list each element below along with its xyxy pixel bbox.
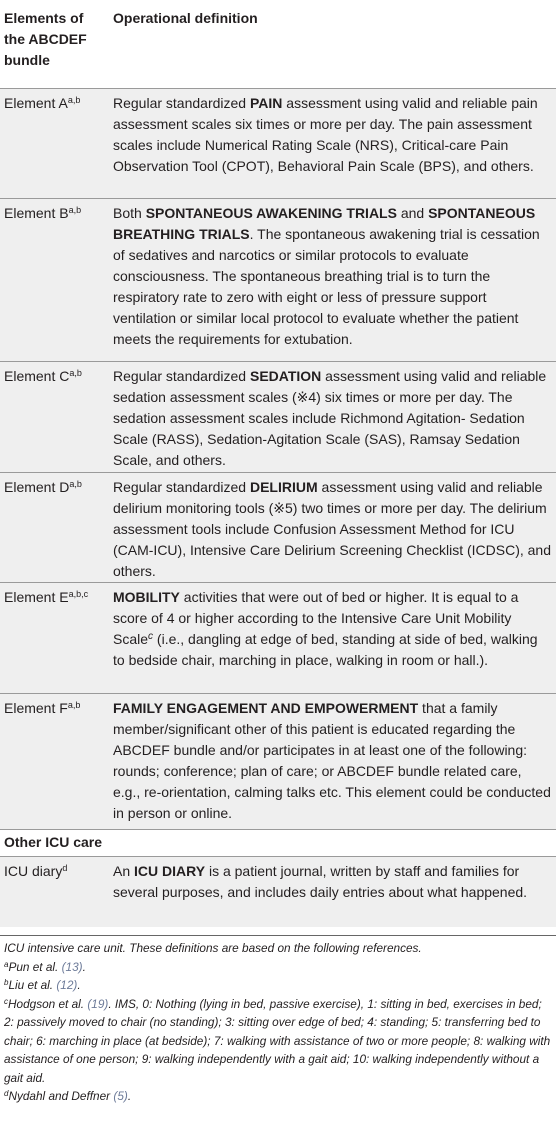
element-name xyxy=(4,587,109,608)
footnote-a-end: . xyxy=(82,959,86,974)
footnote-intro: ICU intensive care unit. These definitions are based on the following references. xyxy=(4,941,422,955)
definition-text: Regular standardized xyxy=(113,479,250,495)
inline-superscript: c xyxy=(148,631,154,642)
header-col1-line1: Elements of xyxy=(4,10,84,26)
emphasized-term: FAMILY ENGAGEMENT AND EMPOWERMENT xyxy=(113,700,419,716)
definition-text: activities that were out of bed or higher. It is equal to a score of 4 or higher according to the Intensive Care Unit Mobility Scale xyxy=(113,589,519,647)
header-definition-column: Operational definition xyxy=(113,10,258,26)
section-heading-other-icu-care: Other ICU care xyxy=(4,834,103,850)
definition-text: assessment using valid and reliable delirium monitoring tools (※5) two times or more per day. The delirium assessment tools include Confusion Assessment Method for ICU (CAM-ICU), Intensive Care Delirium Screening Checklist (ICDSC), and others. xyxy=(113,479,552,579)
reference-superscript: a,b xyxy=(68,205,82,215)
element-label: Element A xyxy=(4,95,68,111)
definition-text: assessment using valid and reliable sedation assessment scales (※4) six times or more per day. The sedation assessment scales include Richmond Agitation- Sedation Scale (RASS), Sedation-Agitation Scale (SAS), Ramsay Sedation Scale, and others. xyxy=(113,368,547,468)
reference-superscript: a,b xyxy=(67,95,81,105)
element-name xyxy=(4,477,109,498)
footnote-b-marker: b xyxy=(4,978,9,987)
element-label: Element C xyxy=(4,368,70,384)
footnote-b-ref[interactable]: (12) xyxy=(56,978,78,992)
definition-text: Regular standardized xyxy=(113,368,250,384)
definition-text: An xyxy=(113,863,135,879)
footnote-a xyxy=(4,958,552,977)
element-name xyxy=(4,861,109,882)
emphasized-term: SPONTANEOUS BREATHING TRIALS xyxy=(113,205,536,242)
element-definition xyxy=(113,93,551,177)
element-definition xyxy=(113,587,551,671)
definition-text: Both xyxy=(113,205,146,221)
footnote-a-marker: a xyxy=(4,959,9,969)
reference-superscript: a,b xyxy=(67,700,81,710)
definition-text: and xyxy=(396,205,429,221)
reference-superscript: a,b xyxy=(69,479,82,489)
reference-superscript: a,b,c xyxy=(68,589,89,599)
element-definition xyxy=(113,203,551,350)
element-label: Element E xyxy=(4,589,69,605)
table-row xyxy=(0,857,556,927)
footnote-a-ref[interactable]: (13) xyxy=(61,959,83,974)
definition-text: is a patient journal, written by staff and families for several purposes, and includes daily entries about what happened. xyxy=(113,863,528,900)
reference-superscript: d xyxy=(62,863,68,873)
footnote-c-ref[interactable]: (19) xyxy=(87,996,109,1011)
element-name xyxy=(4,698,109,719)
element-label: Element B xyxy=(4,205,69,221)
definition-text: Regular standardized xyxy=(113,95,250,111)
table-row xyxy=(0,362,556,472)
footnote-d-end: . xyxy=(127,1089,132,1103)
element-name xyxy=(4,93,109,114)
element-name xyxy=(4,366,109,387)
table-footnotes xyxy=(4,939,552,1106)
table-row xyxy=(0,473,556,582)
definition-text: that a family member/significant other of this patient is educated regarding the ABCDEF bundle and/or participates in at least one of the following: rounds; conference; plan of care; or ABCDEF bundle related care, e.g., re-orientation, calming talks etc. This element could be conducted in person or online. xyxy=(113,700,551,821)
emphasized-term: ICU DIARY xyxy=(134,863,206,879)
element-definition xyxy=(113,698,551,824)
footnote-c-text: Hodgson et al. xyxy=(8,996,88,1011)
emphasized-term: SEDATION xyxy=(249,368,322,384)
element-definition xyxy=(113,477,551,582)
table-bottom-rule xyxy=(0,935,556,936)
footnote-b-end: . xyxy=(77,978,81,992)
table-row xyxy=(0,89,556,198)
emphasized-term: PAIN xyxy=(249,95,283,111)
header-col1-line3: bundle xyxy=(4,52,50,68)
reference-superscript: a,b xyxy=(69,368,82,378)
table-row xyxy=(0,199,556,361)
emphasized-term: DELIRIUM xyxy=(249,479,318,495)
table-row xyxy=(0,583,556,693)
footnote-c-rest: . IMS, 0: Nothing (lying in bed, passive exercise), 1: sitting in bed, exercises in bed; 2: passively moved to chair (no standing); 3: sitting over edge of bed; 4: standing; 5: transferring bed to chair; 6: marching in place (at bedside); 7: walking with assistance of two or more people; 8: walking with assistance of one person; 9: walking independently with a gait aid; 10: walking independently without a gait aid. xyxy=(4,996,551,1085)
element-label: Element D xyxy=(4,479,70,495)
table-row xyxy=(0,694,556,829)
element-label: ICU diary xyxy=(4,863,63,879)
emphasized-term: MOBILITY xyxy=(113,589,180,605)
footnote-c-marker: c xyxy=(4,996,8,1006)
footnote-d-ref[interactable]: (5) xyxy=(113,1089,128,1103)
footnote-d-text: Nydahl and Deffner xyxy=(8,1089,114,1103)
emphasized-term: SPONTANEOUS AWAKENING TRIALS xyxy=(145,205,397,221)
header-elements-column xyxy=(4,8,104,71)
definition-text: (i.e., dangling at edge of bed, standing at side of bed, walking to bedside chair, marching in place, walking in room or hall.). xyxy=(113,631,538,668)
element-definition xyxy=(113,861,551,903)
definition-text: . The spontaneous awakening trial is cessation of sedatives and narcotics or similar protocols to evaluate consciousness. The spontaneous breathing trial is to turn the respiratory rate to zero with eight or less of pressure support ventilation or similar local protocol to evaluate whether the patient meets the requirements for extubation. xyxy=(113,226,540,347)
element-label: Element F xyxy=(4,700,68,716)
footnote-b-text: Liu et al. xyxy=(8,978,57,992)
footnote-c xyxy=(4,995,552,1088)
table-header xyxy=(0,0,556,88)
row-divider xyxy=(0,829,556,830)
definition-text: assessment using valid and reliable pain assessment scales six times or more per day. The pain assessment scales include Numerical Rating Scale (NRS), Critical-care Pain Observation Tool (CPOT), Behavioral Pain Scale (BPS), and others. xyxy=(113,95,538,174)
footnote-a-text: Pun et al. xyxy=(8,959,62,974)
element-definition xyxy=(113,366,551,471)
header-col1-line2: the ABCDEF xyxy=(4,31,87,47)
element-name xyxy=(4,203,109,224)
footnote-d xyxy=(4,1087,552,1106)
footnote-d-marker: d xyxy=(4,1089,9,1098)
footnote-b xyxy=(4,976,552,995)
